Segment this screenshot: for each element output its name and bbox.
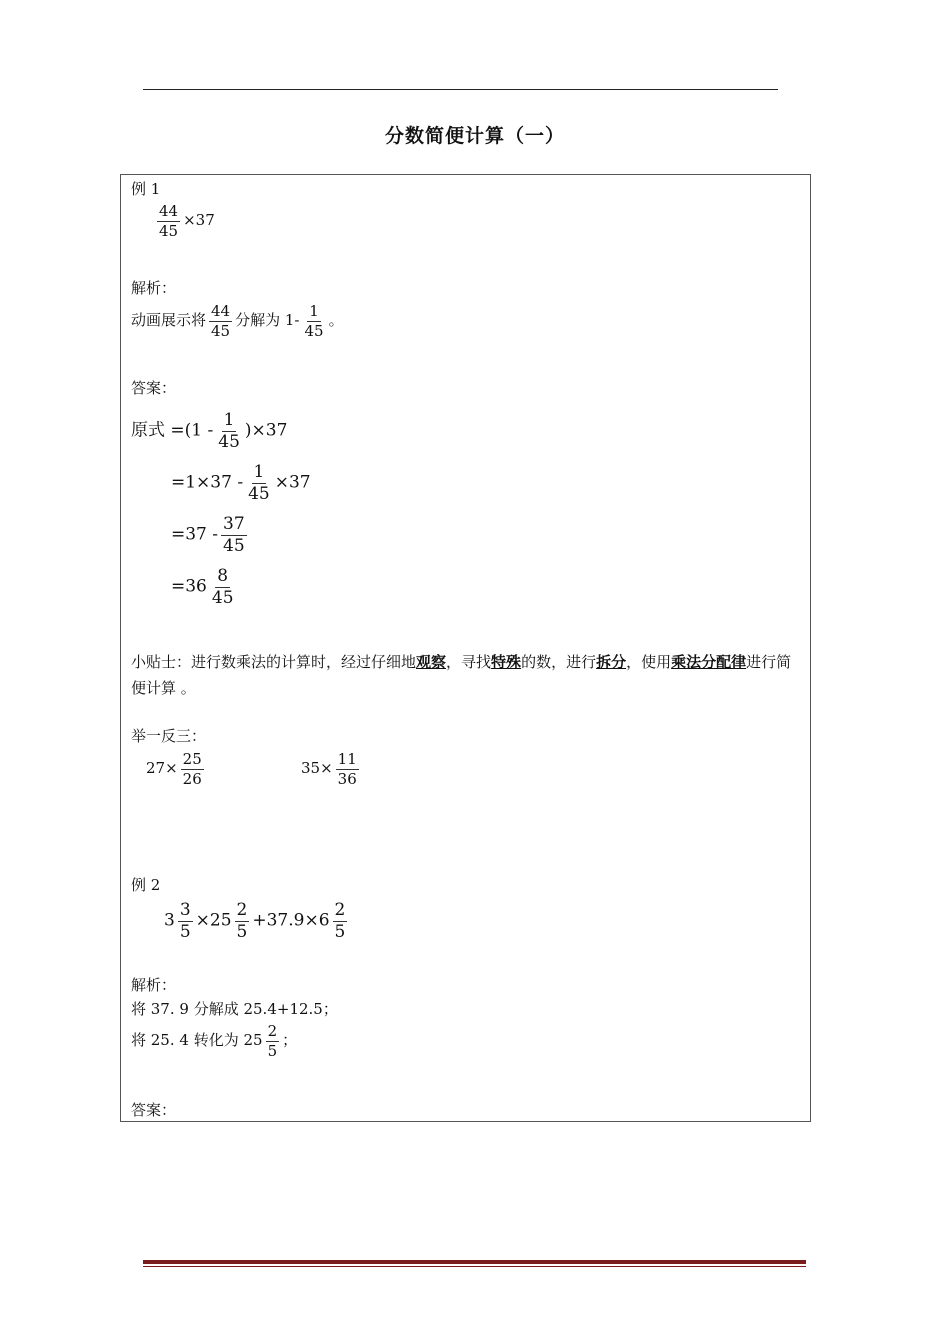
keyword-split: 拆分 [596, 653, 627, 671]
keyword-special: 特殊 [491, 653, 522, 671]
keyword-observe: 观察 [416, 653, 447, 671]
footer-rule-thick [143, 1260, 806, 1264]
fraction: $\frac{3}{5}$ [179, 900, 191, 942]
example1-answer-label: 答案： [131, 379, 177, 397]
fraction: $\frac{2}{5}$ [334, 900, 346, 942]
keyword-distributive-law: 乘法分配律 [671, 653, 747, 671]
example2-answer-label: 答案： [131, 1101, 177, 1119]
footer-rule-thin [143, 1266, 806, 1267]
example1-analysis: 动画展示将 $\frac{44}{45}$ 分解为 1- $\frac{1}{45}$ 。 [131, 302, 344, 340]
fraction: $\frac{25}{26}$ [182, 750, 202, 788]
fraction: $\frac{44}{45}$ [159, 202, 179, 240]
header-rule [143, 89, 778, 90]
content-box [120, 174, 811, 1122]
example1-analysis-label: 解析： [131, 279, 177, 297]
fraction: $\frac{1}{45}$ [218, 410, 240, 452]
fraction: $\frac{44}{45}$ [211, 302, 231, 340]
answer-step-3: =37 - $\frac{37}{45}$ [171, 514, 245, 556]
answer-step-4: =36 $\frac{8}{45}$ [171, 566, 234, 608]
page-title: 分数简便计算（一） [384, 125, 565, 147]
answer-step-2: =1×37 - $\frac{1}{45}$ ×37 [171, 462, 311, 504]
example2-analysis-line-1: 将 37. 9 分解成 25.4+12.5； [131, 1000, 338, 1018]
example2-analysis-line-2: 将 25. 4 转化为 25 $\frac{2}{5}$ ； [131, 1022, 298, 1060]
example1-problem: $\frac{44}{45}$ ×37 [159, 202, 215, 240]
fraction: $\frac{2}{5}$ [267, 1022, 278, 1060]
tip-paragraph: 小贴士：进行数乘法的计算时，经过仔细地观察，寻找特殊的数，进行拆分，使用乘法分配律进行简便计算 。 [131, 653, 792, 697]
fraction: $\frac{37}{45}$ [223, 514, 245, 556]
fraction: $\frac{2}{5}$ [236, 900, 248, 942]
fraction: $\frac{1}{45}$ [248, 462, 270, 504]
fraction: $\frac{1}{45}$ [304, 302, 324, 340]
fraction: $\frac{11}{36}$ [337, 750, 357, 788]
fraction: $\frac{8}{45}$ [211, 566, 234, 608]
practice-label: 举一反三： [131, 727, 207, 745]
practice-problem-1: 27× $\frac{25}{26}$ [146, 750, 202, 788]
example2-analysis-label: 解析： [131, 976, 177, 994]
example2-label: 例 2 [131, 876, 161, 894]
practice-problem-2: 35× $\frac{11}{36}$ [301, 750, 357, 788]
example1-label: 例 1 [131, 180, 161, 198]
answer-step-1: 原式 =(1 - $\frac{1}{45}$ )×37 [131, 410, 288, 452]
example2-problem: 3 $\frac{3}{5}$ ×25 $\frac{2}{5}$ +37.9×6 $\frac{2}{5}$ [164, 900, 346, 942]
